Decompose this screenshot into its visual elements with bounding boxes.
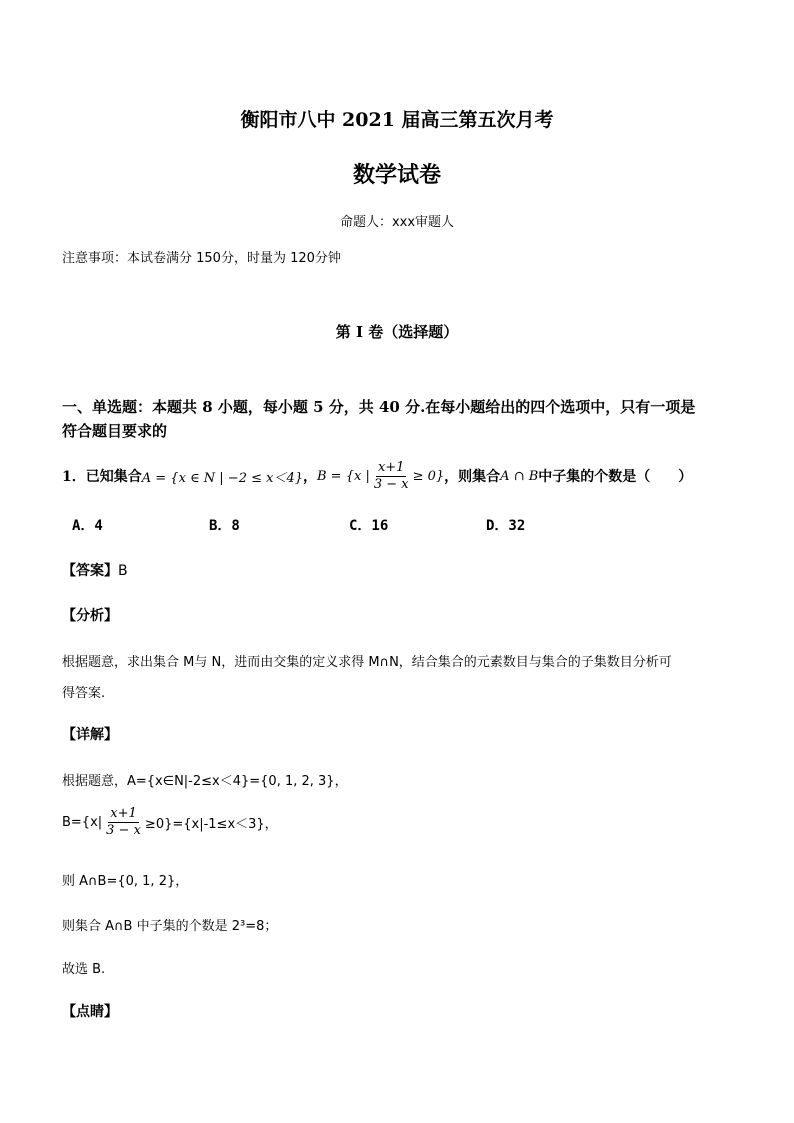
question-text-end: 中子集的个数是（ ） [538, 469, 693, 485]
fraction-numerator: x+1 [377, 459, 405, 475]
detail-line-1: 根据题意，A={x∈N|-2≤x＜4}={0, 1, 2, 3}， [62, 774, 348, 789]
set-a: A = {x ∈ N | −2 ≤ x＜4} [141, 470, 303, 486]
exam-note: 注意事项：本试卷满分 150分，时量为 120分钟 [62, 251, 341, 266]
set-b-fraction [372, 460, 411, 493]
analysis-tag: 【分析】 [62, 608, 118, 624]
answer-tag: 【答案】 [62, 563, 118, 579]
detail-fraction-denominator: 3 − x [106, 823, 141, 838]
instruction-line-2: 符合题目要求的 [62, 422, 168, 440]
instruction-line-1: 一、单选题：本题共 8 小题，每小题 5 分，共 40 分.在每小题给出的四个选项中，只有一项是 [62, 398, 696, 416]
question-1 [62, 456, 692, 496]
detail-line-2 [62, 806, 278, 839]
exam-subtitle: 数学试卷 [352, 162, 441, 188]
intersection: A ∩ B [500, 468, 539, 484]
option-d: D．32 [486, 518, 526, 534]
detail-line-5: 故选 B. [62, 962, 106, 977]
detail-line-2-suffix: ≥0}={x|-1≤x＜3}， [144, 817, 278, 832]
detail-fraction [104, 806, 143, 839]
answer-line [62, 560, 128, 580]
detail-line-4: 则集合 A∩B 中子集的个数是 2³=8； [62, 919, 278, 934]
question-comma: ， [303, 469, 317, 485]
question-text-after: ，则集合 [444, 469, 501, 485]
analysis-line-1: 根据题意，求出集合 M与 N，进而由交集的定义求得 M∩N，结合集合的元素数目与集合的子集数目分析可 [62, 655, 672, 670]
author-line: 命题人：xxx审题人 [339, 215, 455, 230]
detail-line-3: 则 A∩B={0, 1, 2}， [62, 874, 189, 889]
exam-title: 衡阳市八中 2021 届高三第五次月考 [240, 109, 554, 131]
set-b-prefix: B = {x | [317, 468, 370, 484]
detail-fraction-numerator: x+1 [110, 806, 137, 821]
answer-value: B [118, 563, 128, 579]
option-b: B．8 [209, 518, 240, 534]
set-b-suffix: ≥ 0} [412, 468, 445, 484]
section-title: 第 I 卷（选择题） [335, 323, 459, 341]
analysis-line-2: 得答案. [62, 686, 106, 701]
detail-tag: 【详解】 [62, 727, 118, 743]
option-a: A．4 [72, 518, 103, 534]
comment-tag: 【点睛】 [62, 1004, 118, 1020]
question-number: 1．已知集合 [62, 469, 142, 485]
fraction-denominator: 3 − x [373, 476, 409, 492]
detail-line-2-prefix: B={x| [62, 815, 103, 830]
option-c: C．16 [349, 518, 389, 534]
